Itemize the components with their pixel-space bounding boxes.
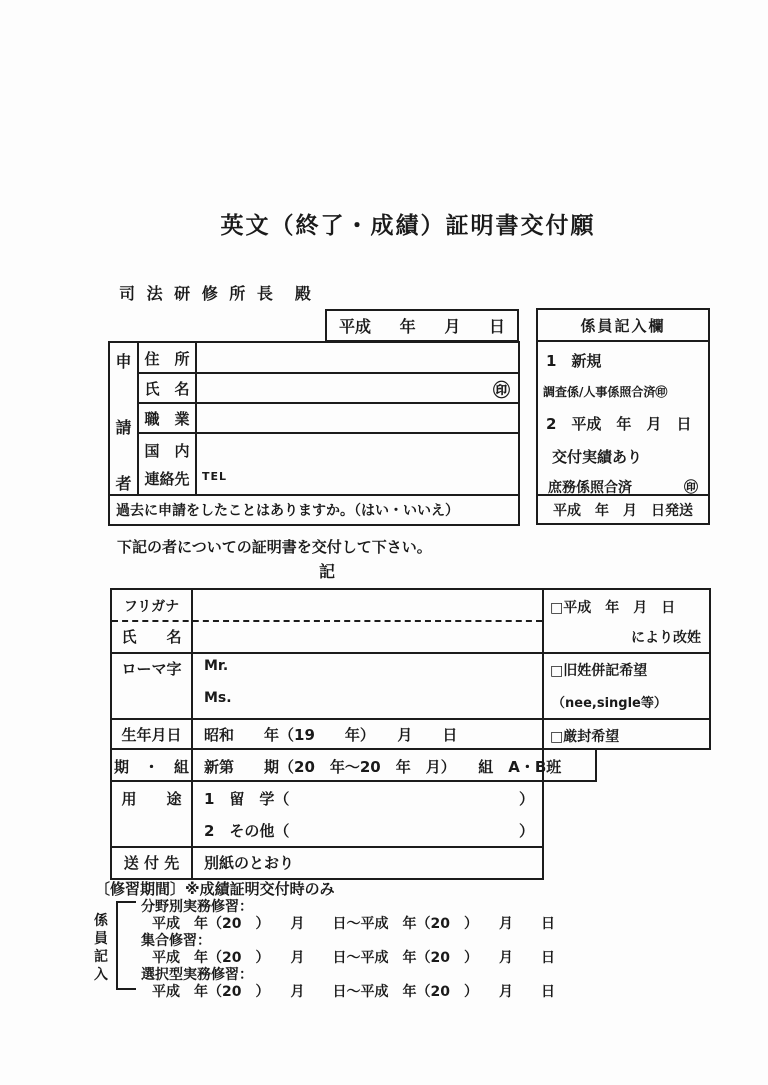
checkbox-icon: □ <box>550 600 564 616</box>
page-title: 英文（終了・成績）証明書交付願 <box>220 213 596 239</box>
purpose-other-text: 2 その他（ <box>204 822 290 840</box>
table-border <box>137 402 518 404</box>
elective-training-label: 選択型実務修習： <box>141 967 253 983</box>
table-border <box>191 590 193 878</box>
date-day: 日 <box>488 317 505 336</box>
table-border <box>544 652 709 654</box>
staff-box-header: 係員記入欄 <box>580 317 666 335</box>
rename-option-line2: により改姓 <box>631 630 701 646</box>
seal-icon: ㊞ <box>655 385 668 399</box>
training-period-heading: 〔修習期間〕※成績証明交付時のみ <box>95 880 335 898</box>
sealed-envelope-option <box>550 726 619 746</box>
group-training-dates: 平成 年（20 ） 月 日～平成 年（20 ） 月 日 <box>152 950 555 966</box>
field-training-dates: 平成 年（20 ） 月 日～平成 年（20 ） 月 日 <box>152 916 555 932</box>
romaji-mr: Mr. <box>204 658 229 674</box>
history-question: 過去に申請をしたことはありますか。（はい・いいえ） <box>116 503 459 519</box>
maiden-name-option-line2: （nee,single等） <box>552 696 667 711</box>
certificate-detail-table <box>110 588 562 880</box>
date-era: 平成 <box>339 317 372 336</box>
staff-general-affairs-line <box>548 477 698 497</box>
request-note: 下記の者についての証明書を交付して下さい。 <box>117 538 432 556</box>
birthdate-label: 生年月日 <box>121 726 182 744</box>
purpose-close-paren: ） <box>518 822 534 840</box>
options-column <box>542 588 711 750</box>
application-date-box <box>325 309 519 342</box>
seal-icon: ㊞ <box>684 480 698 496</box>
table-border <box>544 718 709 720</box>
purpose-close-paren: ） <box>518 790 534 808</box>
applicant-side-label: 者 <box>115 474 132 493</box>
table-border <box>110 494 518 496</box>
bracket-line <box>116 901 136 903</box>
purpose-study-abroad-text: 1 留 学（ <box>204 790 290 808</box>
sealed-envelope-option-text: 厳封希望 <box>563 729 620 745</box>
table-border <box>195 343 197 494</box>
applicant-side-label: 請 <box>115 418 132 437</box>
staff-option-date: 2 平成 年 月 日 <box>546 415 692 433</box>
maiden-name-option-text: 旧姓併記希望 <box>563 663 648 679</box>
staff-entry-side-label: 入 <box>94 967 108 983</box>
furigana-label: フリガナ <box>123 599 180 615</box>
tel-label: TEL <box>202 470 228 483</box>
seal-icon: ㊞ <box>493 381 510 401</box>
staff-entry-side-label: 員 <box>94 931 108 947</box>
elective-training-dates: 平成 年（20 ） 月 日～平成 年（20 ） 月 日 <box>152 984 555 1000</box>
applicant-table <box>108 341 520 526</box>
purpose-other <box>204 820 534 841</box>
applicant-side-label: 申 <box>115 352 132 371</box>
table-border <box>112 846 542 848</box>
table-border <box>137 432 518 434</box>
address-label: 住 所 <box>144 350 190 368</box>
term-class-value: 新第 期（20 年～20 年 月） 組 A・B班 <box>204 758 562 776</box>
name-label: 氏 名 <box>144 380 190 398</box>
contact-label-line1: 国 内 <box>144 442 190 460</box>
checkbox-icon: □ <box>550 663 564 679</box>
date-year: 年 <box>399 317 416 336</box>
romaji-ms: Ms. <box>204 690 232 706</box>
table-border <box>538 340 708 342</box>
purpose-label: 用 途 <box>121 790 182 808</box>
bracket-line <box>116 988 136 990</box>
table-border <box>112 718 542 720</box>
romaji-label: ローマ字 <box>121 660 182 678</box>
table-border <box>112 748 542 750</box>
checkbox-icon: □ <box>550 729 564 745</box>
staff-option-new: 1 新規 <box>546 352 602 370</box>
table-border <box>112 652 542 654</box>
term-class-extension-box <box>542 748 597 782</box>
staff-entry-side-label: 係 <box>94 913 108 929</box>
staff-check-line <box>543 383 667 400</box>
field-training-label: 分野別実務修習： <box>141 899 253 915</box>
staff-general-affairs-text: 庶務係照合済 <box>548 480 632 496</box>
maiden-name-option <box>550 660 647 680</box>
staff-issued-before: 交付実績あり <box>552 448 643 466</box>
rename-option-text: 平成 年 月 日 <box>563 600 676 616</box>
addressee: 司 法 研 修 所 長 殿 <box>119 284 314 303</box>
dispatch-date-line: 平成 年 月 日発送 <box>553 503 693 519</box>
table-border <box>112 780 542 782</box>
date-month: 月 <box>444 317 461 336</box>
occupation-label: 職 業 <box>144 410 190 428</box>
staff-entry-box <box>536 308 710 525</box>
name-label: 氏 名 <box>121 628 182 646</box>
send-to-value: 別紙のとおり <box>204 854 295 872</box>
dashed-divider <box>112 620 542 622</box>
ki-heading: 記 <box>318 562 335 581</box>
group-training-label: 集合修習： <box>141 933 211 949</box>
contact-label-line2: 連絡先 <box>144 470 190 488</box>
send-to-label: 送 付 先 <box>123 854 180 872</box>
rename-option <box>550 597 675 617</box>
table-border <box>137 372 518 374</box>
bracket-line <box>116 901 118 990</box>
staff-check-text: 調査係/人事係照合済 <box>543 385 656 399</box>
staff-entry-side-label: 記 <box>94 949 108 965</box>
term-class-label: 期 ・ 組 <box>113 758 189 776</box>
purpose-study-abroad <box>204 788 534 809</box>
birthdate-value: 昭和 年（19 年） 月 日 <box>204 726 458 744</box>
